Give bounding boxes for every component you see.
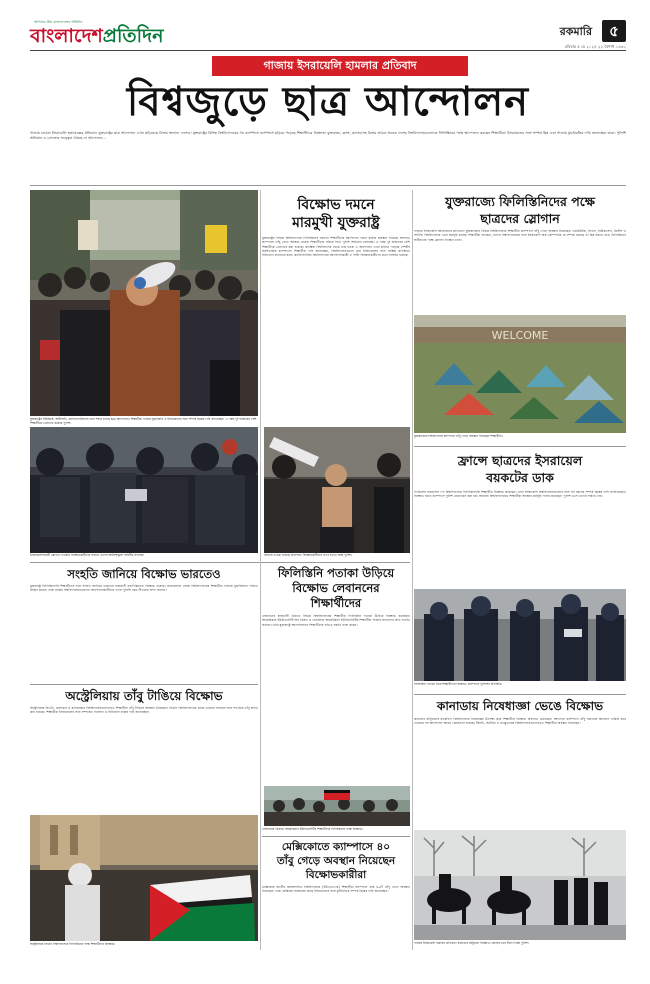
story7-headline-line2: তাঁবু গেড়ে অবস্থান নিয়েছেন [276,855,396,867]
story7-headline [262,840,410,882]
story3-headline [414,452,626,486]
story6-headline-line3: শিক্ষার্থীদের [310,596,362,610]
caption-protester: বাড়িয়ে দেওয়া হয়েছে নিরাপত্তা। বিক্ষোভকারীদের ওপর চড়াও হচ্ছে পুলিশ। [264,553,353,557]
masthead-tagline: আপনার প্রিয় বাংলাদেশের প্রতিদিন [34,20,83,24]
caption-tents: যুক্তরাজ্যের বিশ্ববিদ্যালয় ক্যাম্পাসে তাঁবু গেড়ে অবস্থান নিয়েছেন শিক্ষার্থীরা। [414,434,503,438]
logo-part2: প্রতিদিন [102,25,164,47]
story3-headline-line1: ফ্রান্সে ছাত্রদের ইসরায়েল [457,453,583,468]
story2-headline-line2: ছাত্রদের স্লোগান [480,211,560,226]
intro-rule [30,185,626,186]
story2-headline-line1: যুক্তরাজ্যে ফিলিস্তিনিদের পক্ষে [445,194,595,209]
story6-rule [262,836,410,837]
riot-police-photo [30,427,258,553]
masthead-rule [30,50,626,51]
story1-headline-line2: মারমুখী যুক্তরাষ্ট্র [292,215,380,231]
issue-date: রবিবার ৫ মে ২০২৪ ২২ বৈশাখ ১৪৩১ [564,44,626,49]
caption-france: ফিলিস্তিনি পতাকা নিয়ে শিক্ষার্থীদের বিক্ষোভ। ক্যাম্পাসে পুলিশের উপস্থিতি। [414,682,503,686]
story6-headline [262,566,410,611]
story6-body: লেবাননের রাজধানী বৈরুতে বিভিন্ন বিশ্ববিদ্যালয়ের শিক্ষার্থীরা ফিলিস্তিনি পতাকা উড়িয়ে বিক্ষোভ করেছেন। আমেরিকান ইউনিভার্সিটি অব বৈরুত ও লেবানিজ আমেরিকান ইউনিভার্সিটির শিক্ষার্থীরা গাজার জনগণের প্রতি সংহতি জানান। তারা যুক্তরাষ্ট্রে আন্দোলনরত শিক্ষার্থীদের প্রতিও সমর্থন ব্যক্ত করেন। [262,614,410,627]
story4-headline: সংহতি জানিয়ে বিক্ষোভ ভারতেও [67,567,221,581]
lebanon-photo [264,786,410,826]
story3-rule [414,694,626,695]
masthead [30,20,626,50]
story8-headline: কানাডায় নিষেধাজ্ঞা ভেঙে বিক্ষোভ [436,699,604,713]
story2-rule [414,446,626,447]
story1-headline-line1: বিক্ষোভ দমনে [297,197,375,213]
caption-lebanon: লেবাননের বৈরুতে আমেরিকান ইউনিভার্সিটির শিক্ষার্থীদের ফিলিস্তিনের পক্ষে বিক্ষোভ। [262,827,364,831]
column-rule-1 [260,190,261,950]
us-protest-photo [30,190,258,416]
welcome-sign-text: WELCOME [491,329,549,342]
caption-us: যুক্তরাষ্ট্রের নিউইয়র্ক, আটলান্টা, ক্যালিফোর্নিয়াসহ নানা শহরে চলছে ছাত্র আন্দোলন। শিক্ষার্থীরা গাজায় যুদ্ধবিরতি ও ইসরায়েলের সঙ্গে সম্পর্ক ছিন্নের দাবি জানাচ্ছেন। এ পর্যন্ত দুই হাজারের বেশি শিক্ষার্থীকে গ্রেফতার করেছে পুলিশ। [30,417,257,425]
caption-canada: গাজায় ইসরায়েলি হামলার প্রতিবাদে কানাডার মন্ট্রিয়লে বিক্ষোভ। ঘোড়ায় চড়ে টহল দিচ্ছে পুলিশ। [414,941,529,945]
row-rule [30,562,410,563]
story2-body: গাজায় ইসরায়েলি আগ্রাসনের প্রতিবাদে যুক্তরাজ্যের বিভিন্ন বিশ্ববিদ্যালয়ে শিক্ষার্থীরা ক্যাম্পাসে তাঁবু গেড়ে অবস্থান নিয়েছেন। ওয়ারউইক, লিডস, নিউক্যাসল, ব্রিস্টল ও শেফিল্ড বিশ্ববিদ্যালয়ে এমন কর্মসূচি চলছে। শিক্ষার্থীরা বলছেন, তাদের বিশ্ববিদ্যালয়ের সঙ্গে ইসরায়েলি অস্ত্র কোম্পানির যে সম্পর্ক রয়েছে তা ছিন্ন করতে হবে। ফিলিস্তিনের স্বাধীনতার পক্ষে স্লোগান দিচ্ছেন তারা। [414,229,626,242]
kicker-box [212,56,468,76]
story5-body: অস্ট্রেলিয়ার সিডনি, মেলবোর্ন ও ক্যানবেরার বিশ্ববিদ্যালয়গুলোতেও শিক্ষার্থীরা তাঁবু টাঙিয়ে অবস্থান নিয়েছেন। সিডনি বিশ্ববিদ্যালয়ের প্রধান ভবনের সামনের লনে শতাধিক তাঁবু স্থাপন করা হয়েছে। শিক্ষার্থীরা ইসরায়েলের সঙ্গে সম্পর্কিত গবেষণা ও বিনিয়োগ বন্ধের দাবি জানাচ্ছেন। [30,706,258,715]
caption-australia: অস্ট্রেলিয়ার সিডনি বিশ্ববিদ্যালয়ে ফিলিস্তিনের পক্ষে শিক্ষার্থীদের বিক্ষোভ। [30,942,116,946]
caption-police: ইসরায়েলবিরোধী স্লোগান দেওয়ায় বিক্ষোভকারীদের সরাতে তৎপর আইনশৃঙ্খলা বাহিনীর সদস্যরা। [30,553,145,557]
main-headline: বিশ্বজুড়ে ছাত্র আন্দোলন [126,78,530,125]
story4-rule [30,684,258,685]
story5-headline: অস্ট্রেলিয়ায় তাঁবু টাঙিয়ে বিক্ষোভ [65,689,223,703]
australia-photo [30,815,258,941]
story6-headline-line2: বিক্ষোভ লেবাননের [292,581,380,595]
france-police-photo [414,589,626,681]
story2-headline [414,193,626,227]
story6-headline-line1: ফিলিস্তিনি পতাকা উড়িয়ে [277,566,395,580]
story8-body: কানাডার মন্ট্রিয়লের ম্যাকগিল বিশ্ববিদ্যালয়ে নিষেধাজ্ঞা উপেক্ষা করে শিক্ষার্থীরা বিক্ষোভ অব্যাহত রেখেছেন। আদালত ক্যাম্পাসে তাঁবু সরানোর আবেদন খারিজ করে দেওয়ার পর আন্দোলন আরও জোরালো হয়েছে। টরন্টো, অটোয়া ও ভ্যাঙ্কুভারের বিশ্ববিদ্যালয়গুলোতেও শিক্ষার্থীরা অবস্থান নিয়েছেন। [414,717,626,726]
protester-photo [264,427,410,553]
intro-text: গাজায় চলমান ইসরায়েলি হত্যাযজ্ঞের প্রতিবাদে যুক্তরাষ্ট্রের ছাত্র আন্দোলন এখন ছড়িয়েছে বিশ্বের অন্যান্য দেশেও। যুক্তরাষ্ট্রের বিভিন্ন বিশ্ববিদ্যালয়ের পর ক্যাম্পাসে ক্যাম্পাসে ছড়িয়ে পড়েছে শিক্ষার্থীদের বিক্ষোভ। যুক্তরাজ্য, ফ্রান্স, কানাডাসহ বিশ্বের আরও অনেক দেশের বিশ্ববিদ্যালয়গুলোতে ফিলিস্তিনের পক্ষে আন্দোলন করছেন শিক্ষার্থীরা। ইসরায়েলের সঙ্গে সম্পর্ক ছিন্ন এবং গাজায় যুদ্ধবিরতির দাবি জানাচ্ছেন তারা। পুলিশি অভিযান ও গ্রেফতার সত্ত্বেও থামছে না আন্দোলন... [30,131,626,140]
story7-headline-line1: মেক্সিকোতে ক্যাম্পাসে ৪০ [281,841,391,853]
masthead-logo [30,25,163,47]
story7-body: মেক্সিকোর জাতীয় স্বায়ত্তশাসিত বিশ্ববিদ্যালয়ে (ইউএনএএম) শিক্ষার্থীরা ক্যাম্পাসে প্রায় ৪০টি তাঁবু গেড়ে অবস্থান নিয়েছেন। তারা মেক্সিকো সরকারের কাছে ইসরায়েলের সঙ্গে কূটনৈতিক সম্পর্ক ছিন্নের দাবি জানাচ্ছেন। [262,885,410,894]
story7-headline-line3: বিক্ষোভকারীরা [305,869,367,881]
story4-body: যুক্তরাষ্ট্রে ফিলিস্তিনপন্থি শিক্ষার্থীদের সঙ্গে সংহতি জানিয়ে ভারতের রাজধানী নয়াদিল্লিতেও বিক্ষোভ হয়েছে। জওহরলাল নেহরু বিশ্ববিদ্যালয়ের শিক্ষার্থীরা গাজায় যুদ্ধবিরতির দাবিতে মিছিল করেন। তারা মার্কিন বিশ্ববিদ্যালয়গুলোতে আন্দোলনকারীদের ওপর পুলিশি দমন-পীড়নের নিন্দা জানান। [30,584,258,593]
section-name: রকমারি [559,25,592,38]
column-rule-2 [412,190,413,950]
kicker-text: গাজায় ইসরায়েলি হামলার প্রতিবাদ [263,59,417,72]
story1-body: যুক্তরাষ্ট্রের বিভিন্ন বিশ্ববিদ্যালয়ে ফিলিস্তিনের সমর্থনে শিক্ষার্থীদের আন্দোলন দমনে কঠোর অবস্থান নিয়েছে প্রশাসন। ক্যাম্পাসে তাঁবু গেড়ে অবস্থান নেওয়া শিক্ষার্থীদের সরিয়ে দিতে পুলিশ অভিযান চালাচ্ছে। এ পর্যন্ত দুই হাজারের বেশি শিক্ষার্থীকে গ্রেফতার করা হয়েছে। কলম্বিয়া বিশ্ববিদ্যালয় থেকে শুরু হওয়া এ আন্দোলন এখন ছড়িয়ে পড়েছে দেশটির অর্ধশতাধিক ক্যাম্পাসে। শিক্ষার্থীরা দাবি জানাচ্ছেন, বিশ্ববিদ্যালয়গুলো যেন ইসরায়েলের সঙ্গে সংশ্লিষ্ট প্রতিষ্ঠানে বিনিয়োগ প্রত্যাহার করে। ক্যালিফোর্নিয়া বিশ্ববিদ্যালয়ে আন্দোলনকারী ও পাল্টা বিক্ষোভকারীদের মধ্যে সংঘর্ষও হয়েছে। [262,236,410,258]
canada-photo [414,830,626,940]
logo-part1: বাংলাদেশ [30,25,103,47]
story1-headline [262,196,410,232]
story3-body: প্যারিসের সায়েন্সেস পো বিশ্ববিদ্যালয়ে ফিলিস্তিনপন্থি শিক্ষার্থীরা বিক্ষোভ করেছেন। তারা ইসরায়েলি বিশ্ববিদ্যালয়গুলোর সঙ্গে সব ধরনের সম্পর্ক ছিন্নের দাবি জানিয়েছেন। বিক্ষোভ দমনে ক্যাম্পাসে পুলিশ মোতায়েন করা হয়। সরবোন বিশ্ববিদ্যালয়েও শিক্ষার্থীরা অবস্থান কর্মসূচি পালন করেছেন। পুলিশ এসে তাদের সরিয়ে দেয়। [414,490,626,499]
story3-headline-line2: বয়কটের ডাক [486,470,554,485]
tents-photo [414,315,626,433]
page-number: ৫ [602,20,626,42]
